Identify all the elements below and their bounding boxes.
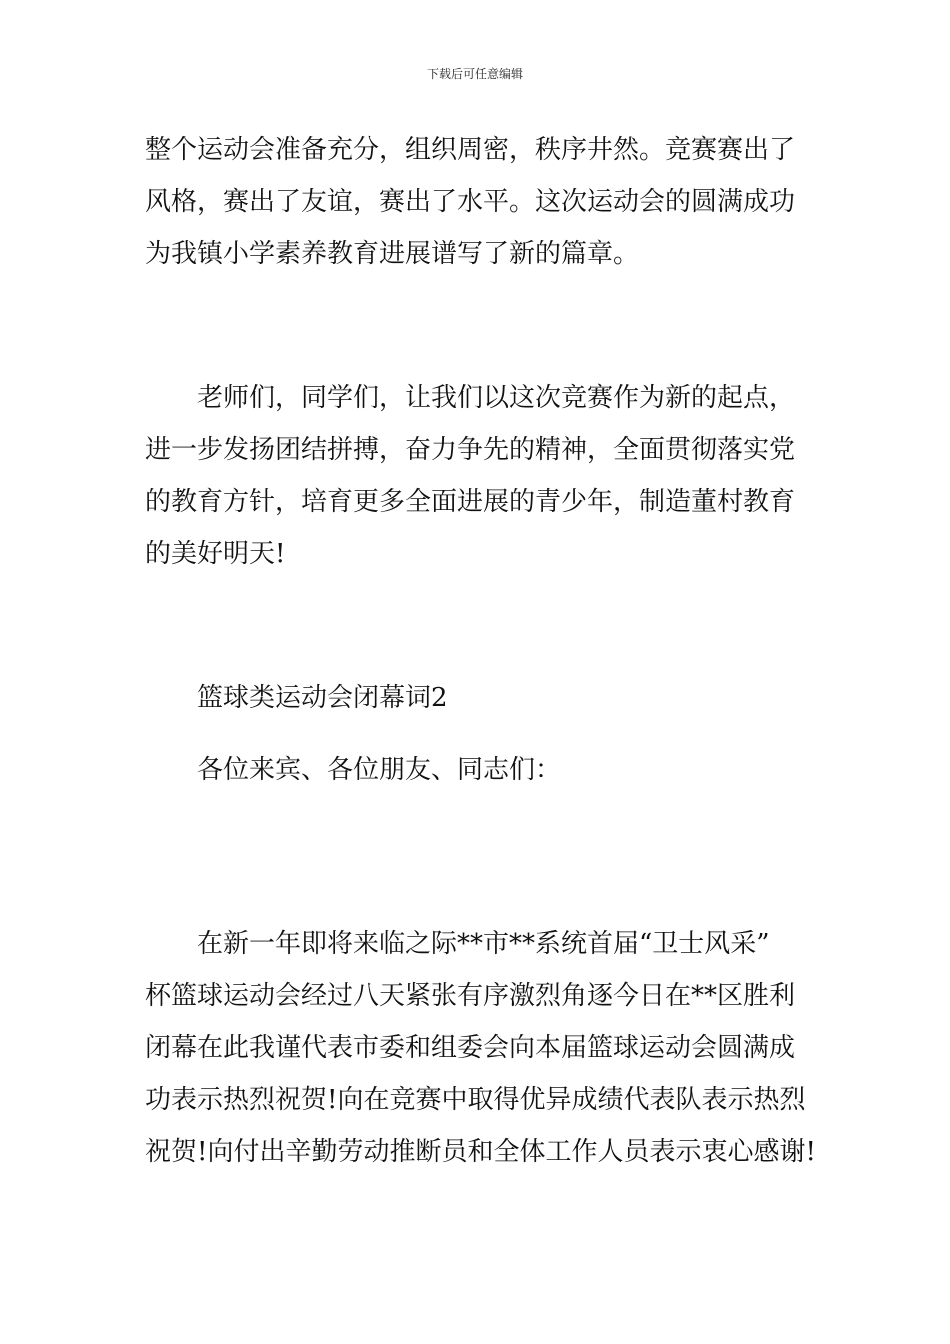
paragraph-2 [145,372,810,580]
paragraph-line: 在新一年即将来临之际**市**系统首届“卫士风采” [197,929,770,959]
paragraph-3 [145,918,816,1178]
header-note: 下载后可任意编辑 [426,67,523,81]
section-title: 篮球类运动会闭幕词2 [197,683,448,713]
paragraph-line: 祝贺!向付出辛勤劳动推断员和全体工作人员表示衷心感谢! [145,1137,816,1167]
salutation: 各位来宾、各位朋友、同志们： [197,755,562,785]
section-title-block [145,672,810,724]
paragraph-line: 整个运动会准备充分，组织周密，秩序井然。竞赛赛出了 [145,135,796,165]
paragraph-line: 的教育方针，培育更多全面进展的青少年，制造董村教育 [145,487,796,517]
paragraph-line: 进一步发扬团结拼搏，奋力争先的精神，全面贯彻落实党 [145,435,796,465]
salutation-block [145,744,810,796]
paragraph-1 [145,124,810,280]
paragraph-line: 为我镇小学素养教育进展谱写了新的篇章。 [145,239,640,269]
paragraph-line: 功表示热烈祝贺!向在竞赛中取得优异成绩代表队表示热烈 [145,1085,806,1115]
paragraph-line: 的美好明天! [145,539,286,569]
paragraph-line: 闭幕在此我谨代表市委和组委会向本届篮球运动会圆满成 [145,1033,796,1063]
paragraph-line: 风格，赛出了友谊，赛出了水平。这次运动会的圆满成功 [145,187,796,217]
paragraph-line: 杯篮球运动会经过八天紧张有序激烈角逐今日在**区胜利 [145,981,796,1011]
paragraph-line: 老师们，同学们，让我们以这次竞赛作为新的起点， [197,383,796,413]
